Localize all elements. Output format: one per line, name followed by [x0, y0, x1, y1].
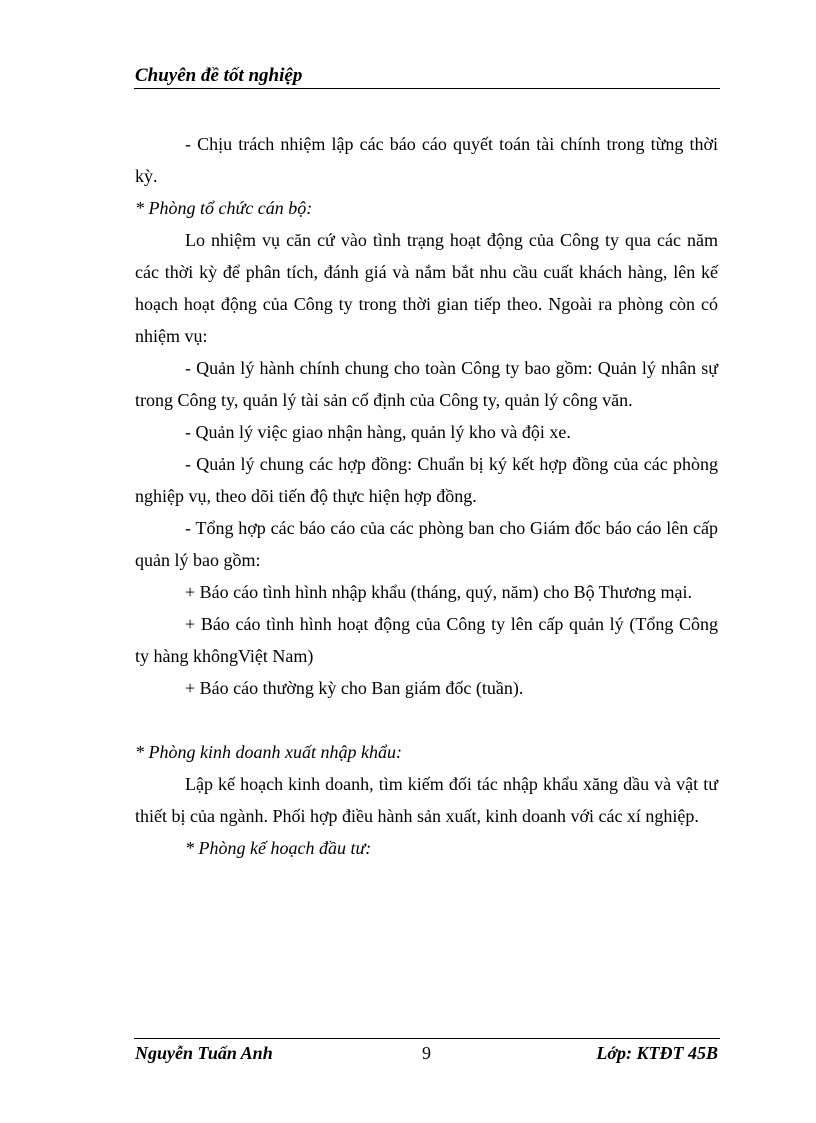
header-title: Chuyên đề tốt nghiệp: [135, 65, 303, 86]
paragraph: - Chịu trách nhiệm lập các báo cáo quyết toán tài chính trong từng thời kỳ.: [135, 134, 718, 186]
blank-line: [135, 704, 718, 736]
paragraph: - Quản lý việc giao nhận hàng, quản lý kho và đội xe.: [185, 422, 571, 442]
section-heading: * Phòng tổ chức cán bộ:: [135, 198, 313, 218]
section-heading: * Phòng kinh doanh xuất nhập khẩu:: [135, 742, 402, 762]
paragraph: Lo nhiệm vụ căn cứ vào tình trạng hoạt động của Công ty qua các năm các thời kỳ để phân tích, đánh giá và nắm bắt nhu cầu cuất khách hàng, lên kế hoạch hoạt động của Công ty trong thời gian tiếp theo. Ngoài ra phòng còn có nhiệm vụ:: [135, 230, 718, 346]
paragraph: + Báo cáo tình hình hoạt động của Công ty lên cấp quản lý (Tổng Công ty hàng khôngViệt Nam): [135, 614, 718, 666]
document-body: [135, 128, 718, 864]
footer-rule: [134, 1038, 720, 1039]
paragraph: - Quản lý chung các hợp đồng: Chuẩn bị ký kết hợp đồng của các phòng nghiệp vụ, theo dõi tiến độ thực hiện hợp đồng.: [135, 454, 718, 506]
page-number: 9: [422, 1043, 431, 1063]
header-rule: [134, 88, 720, 89]
footer-author: Nguyễn Tuấn Anh: [135, 1043, 273, 1063]
paragraph: Lập kế hoạch kinh doanh, tìm kiếm đối tác nhập khẩu xăng dầu và vật tư thiết bị của ngành. Phối hợp điều hành sản xuất, kinh doanh với các xí nghiệp.: [135, 774, 718, 826]
paragraph: + Báo cáo tình hình nhập khẩu (tháng, quý, năm) cho Bộ Thương mại.: [185, 582, 693, 602]
section-heading: * Phòng kế hoạch đầu tư:: [185, 838, 372, 858]
paragraph: - Tổng hợp các báo cáo của các phòng ban cho Giám đốc báo cáo lên cấp quản lý bao gồm:: [135, 518, 718, 570]
paragraph: - Quản lý hành chính chung cho toàn Công ty bao gồm: Quản lý nhân sự trong Công ty, quản lý tài sản cố định của Công ty, quản lý công văn.: [135, 358, 718, 410]
footer-class: Lớp: KTĐT 45B: [596, 1043, 718, 1063]
paragraph: + Báo cáo thường kỳ cho Ban giám đốc (tuần).: [185, 678, 524, 698]
